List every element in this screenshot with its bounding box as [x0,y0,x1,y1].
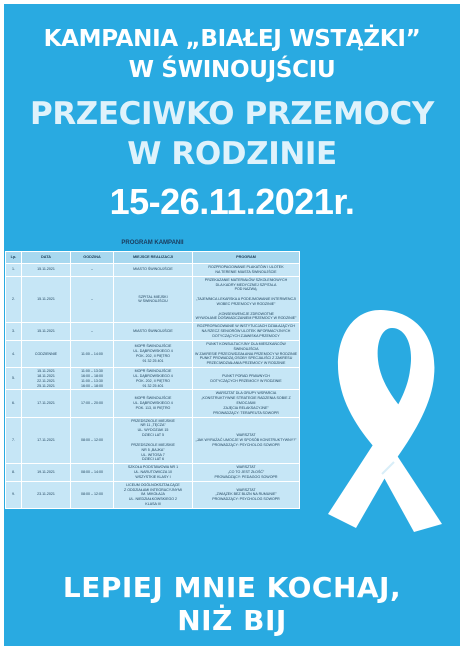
subtitle-line1: PRZECIWKO PRZEMOCY [30,96,434,132]
cell-program: WARSZTAT „JAK WYRAŻAĆ UMOCJE W SPOSÓB KONSTRUKTYWNY?” PROWADZĄCY: PSYCHOLOG SOWOPR [193,417,300,464]
column-header: PROGRAM [193,252,300,264]
table-row [6,323,300,341]
program-table [5,251,300,509]
table-row [6,340,300,367]
cell-place: MIASTO ŚWINOUJŚCIE [114,323,193,341]
column-header: DATA [22,252,71,264]
cell-time: 11:00 – 13:30 16:00 – 18:00 11:00 – 13:30 16:00 – 18:00 [71,368,114,390]
cell-program: PUNKT PORAD PRAWNYCH DOTYCZĄCYCH PRZEMOCY W RODZINIE [193,368,300,390]
column-header: MIEJSCE REALIZACJI [114,252,193,264]
cell-program: ROZPROPAGOWANIE PLAKATÓW I ULOTEK NA TERENIE MIASTA ŚWINOUJŚCIE [193,264,300,277]
cell-place: MIASTO ŚWINOUJŚCIE [114,264,193,277]
slogan-line1: LEPIEJ MNIE KOCHAJ, [62,571,402,604]
cell-date: 15.11.2021 [22,323,71,341]
cell-program: WARSZTAT DLA GRUPY WSPARCIA „KONSTRUKTYWNE STRATEGIE RADZENIA SOBIE Z EMOCJAMI ZAJĘCIA RELAKSACYJNE” PROWADZĄCY: TERAPEUTA SOWOPR [193,390,300,417]
campaign-dates: 15-26.11.2021r. [109,181,355,222]
poster [4,4,460,646]
column-header: GODZINA [71,252,114,264]
cell-date: 15.11.2021 18.11.2021 22.11.2021 25.11.2021 [22,368,71,390]
cell-lp: 8. [6,464,22,482]
table-row [6,276,300,323]
cell-place: PRZEDSZKOLE MIEJSKIE NR 11 „TĘCZA” UL. WYDOZIAK 15 DZIECI LAT 5 PRZEDSZKOLE MIEJSKIE NR 5 „BAJKA” UL. WITOSA 7 DZIECI LAT 6 [114,417,193,464]
cell-date: 23.11.2021 [22,481,71,508]
cell-program: WARSZTAT „ZWIĄZEK BEZ BLIZN NA RUMUNIE” PROWADZĄCY: PSYCHOLOG SOWOPR [193,481,300,508]
cell-place: LICEUM OGÓLNOKSZTAŁCĄCE Z ODDZIAŁAMI INTEGRACYJNYMI IM. MIKOŁAJA UL. NIEDZIAŁKOWSKIEGO 2 KLASA III [114,481,193,508]
campaign-title-line2: W ŚWINOUJŚCIU [128,57,336,83]
cell-date: 15.11.2021 [22,264,71,277]
cell-date: CODZIENNIE [22,340,71,367]
cell-lp: 6. [6,390,22,417]
cell-lp: 1. [6,264,22,277]
cell-time: 17:00 – 20:00 [71,390,114,417]
cell-program: WARSZTAT „CO TO JEST ZŁOŚĆ” PROWADZĄCY: PEDAGOG SOWOPR [193,464,300,482]
cell-time: 11:00 – 14:00 [71,340,114,367]
program-table-section [5,240,300,509]
cell-place: MOPR ŚWINOUJŚCIE UL. DĄBROWSKIEGO 4 POK. 113, III PIĘTRO [114,390,193,417]
table-row [6,481,300,508]
cell-program: ROZPROPAGOWANIE W INSTYTUCJACH DZIAŁAJĄCYCH NA RZECZ SENIORÓW ULOTEK INFORMACYJNYCH DOTYCZĄCYCH ZJAWISKA PRZEMOCY [193,323,300,341]
white-ribbon-icon [310,304,454,536]
cell-time: 08:00 – 14:00 [71,464,114,482]
program-title: PROGRAM KAMPANII [121,240,184,246]
column-header: Lp. [6,252,22,264]
cell-lp: 5. [6,368,22,390]
cell-time: – [71,276,114,323]
cell-place: MOPR ŚWINOUJŚCIE UL. DĄBROWSKIEGO 4 POK. 202, II PIĘTRO 91 32 25 401 [114,340,193,367]
cell-time: 08:00 – 12:00 [71,417,114,464]
cell-program: PUNKT KONSULTACYJNY DLA MIESZKAŃCÓW ŚWINOUJŚCIA W ZAKRESIE PRZECIWDZIAŁANIA PRZEMOCY W RODZINIE PUNKT PROWADZĄ OSOBY SPECJALIŚCI Z ZAKRESU PRZECIWDZIAŁANIA PRZEMOCY W RODZINIE [193,340,300,367]
cell-time: – [71,323,114,341]
table-row [6,264,300,277]
slogan-line2: NIŻ BIJ [177,604,287,637]
table-row [6,368,300,390]
cell-time: 08:00 – 12:00 [71,481,114,508]
cell-lp: 9. [6,481,22,508]
subtitle-line2: W RODZINIE [127,136,337,172]
cell-date: 19.11.2021 [22,464,71,482]
cell-date: 15.11.2021 [22,276,71,323]
table-row [6,417,300,464]
cell-date: 17.11.2021 [22,390,71,417]
table-row [6,390,300,417]
cell-lp: 4. [6,340,22,367]
cell-date: 17.11.2021 [22,417,71,464]
cell-time: – [71,264,114,277]
table-row [6,464,300,482]
campaign-title-line1: KAMPANIA „BIAŁEJ WSTĄŻKI” [43,26,421,52]
cell-place: SZKOŁA PODSTAWOWA NR 1 UL. NARUTOWICZA 10 WSZYSTKIE KLASY I [114,464,193,482]
cell-lp: 2. [6,276,22,323]
cell-place: MOPR ŚWINOUJŚCIE UL. DĄBROWSKIEGO 4 POK. 202, II PIĘTRO 91 32 25 401 [114,368,193,390]
table-header-row [6,252,300,264]
cell-lp: 3. [6,323,22,341]
cell-program: PRZEKAZANIE MATERIAŁÓW SZKOLENIOWYCH DLA KADRY MEDYCZNEJ SZPITALA POD NAZWĄ: „TAJEMNICA LEKARSKA A PODEJMOWANIE INTERWENCJI WOBEC PRZEMOCY W RODZINIE” „KONSEKWENCJE ZDROWOTNE WYWOŁANE DOŚWIADCZANIEM PRZEMOCY W RODZINIE” [193,276,300,323]
cell-lp: 7. [6,417,22,464]
cell-place: SZPITAL MIEJSKI W ŚWINOUJŚCIU [114,276,193,323]
